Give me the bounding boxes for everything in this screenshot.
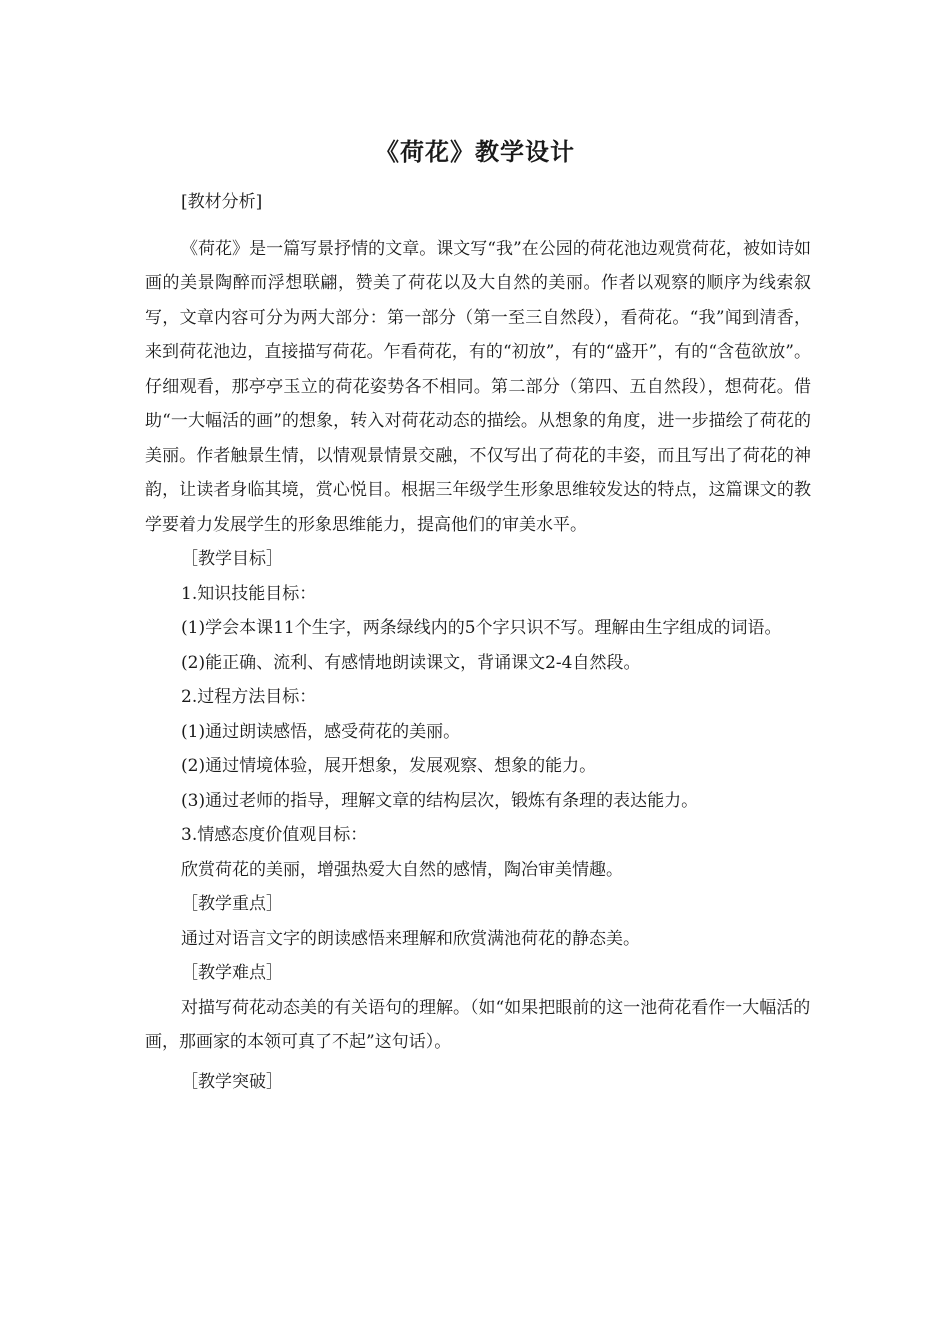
goal2-item2: (2)通过情境体验，展开想象，发展观察、想象的能力。 <box>181 756 597 776</box>
goal2-heading: 2.过程方法目标： <box>181 687 317 707</box>
goal1-item2: (2)能正确、流利、有感情地朗读课文，背诵课文2-4自然段。 <box>181 652 641 673</box>
goals-heading: ［教学目标］ <box>181 549 283 569</box>
key-heading: ［教学重点］ <box>181 894 283 914</box>
goal2-item1: (1)通过朗读感悟，感受荷花的美丽。 <box>181 721 461 742</box>
document-title: 《荷花》教学设计 <box>375 138 575 166</box>
goal3-text: 欣赏荷花的美丽，增强热爱大自然的感情，陶冶审美情趣。 <box>181 859 623 880</box>
goal1-item1: (1)学会本课11个生字，两条绿线内的5个字只识不写。理解由生字组成的词语。 <box>181 618 782 638</box>
breakthrough-heading: ［教学突破］ <box>181 1071 283 1092</box>
analysis-paragraph: 《荷花》是一篇写景抒情的文章。课文写“我”在公园的荷花池边观赏荷花，被如诗如画的美景陶醉而浮想联翩，赞美了荷花以及大自然的美丽。作者以观察的顺序为线索叙写，文章内容可分为两大部分：第一部分（第一至三自然段），看荷花。“我”闻到清香，来到荷花池边，直接描写荷花。乍看荷花，有的“初放”，有的“盛开”，有的“含苞欲放”。仔细观看，那亭亭玉立的荷花姿势各不相同。第二部分（第四、五自然段），想荷花。借助“一大幅活的画”的想象，转入对荷花动态的描绘。从想象的角度，进一步描绘了荷花的美丽。作者触景生情，以情观景情景交融，不仅写出了荷花的丰姿，而且写出了荷花的神韵，让读者身临其境，赏心悦目。根据三年级学生形象思维较发达的特点，这篇课文的教学要着力发展学生的形象思维能力，提高他们的审美水平。 <box>145 238 811 535</box>
goal3-heading: 3.情感态度价值观目标： <box>181 825 368 845</box>
analysis-heading: [教材分析] <box>181 192 263 212</box>
goal1-heading: 1.知识技能目标： <box>181 583 317 604</box>
difficulty-text: 对描写荷花动态美的有关语句的理解。（如“如果把眼前的这一池荷花看作一大幅活的画，那画家的本领可真了不起”这句话）。 <box>145 997 811 1052</box>
document-body <box>145 185 811 1099</box>
key-text: 通过对语言文字的朗读感悟来理解和欣赏满池荷花的静态美。 <box>181 928 640 949</box>
goal2-item3: (3)通过老师的指导，理解文章的结构层次，锻炼有条理的表达能力。 <box>181 790 699 811</box>
difficulty-heading: ［教学难点］ <box>181 963 283 983</box>
